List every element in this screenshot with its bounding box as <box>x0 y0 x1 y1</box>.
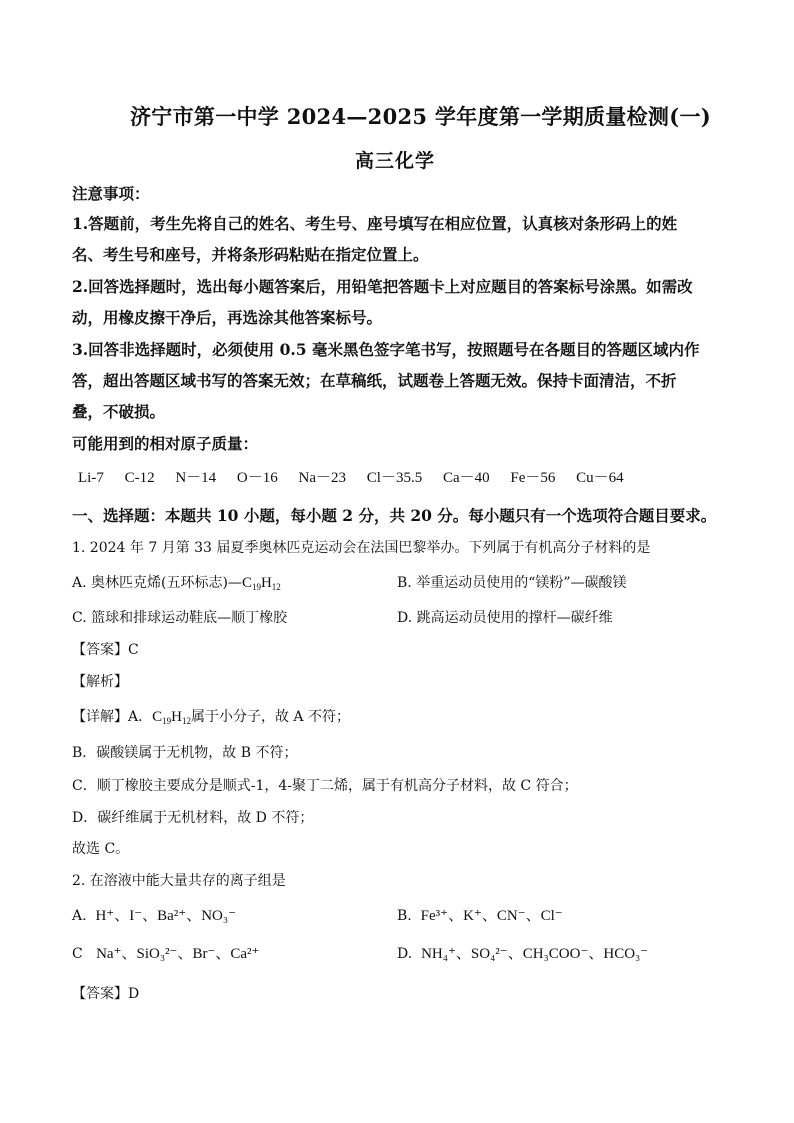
question-1-analysis-label: 【解析】 <box>72 674 128 690</box>
notes-heading: 注意事项： <box>72 184 150 203</box>
mass-o: O－16 <box>236 470 278 486</box>
mass-fe: Fe－56 <box>510 470 556 486</box>
question-2-option-a: A. H⁺、I⁻、Ba²⁺、NO₃⁻ <box>72 908 237 924</box>
question-1-answer: 【答案】C <box>72 642 139 658</box>
mass-cl: Cl－35.5 <box>366 470 423 486</box>
question-2-stem: 2. 在溶液中能大量共存的离子组是 <box>72 873 286 889</box>
note-2-line-2: 动，用橡皮擦干净后，再选涂其他答案标号。 <box>72 308 383 327</box>
mass-ca: Ca－40 <box>442 470 490 486</box>
question-1-detail-b: B．碳酸镁属于无机物，故 B 不符； <box>72 745 298 761</box>
note-1-line-2: 名、考生号和座号，并将条形码粘贴在指定位置上。 <box>72 245 429 264</box>
atomic-masses <box>78 466 641 487</box>
note-3-line-3: 叠，不破损。 <box>72 402 166 421</box>
question-2-option-d: D. NH₄⁺、SO₄²⁻、CH₃COO⁻、HCO₃⁻ <box>397 946 649 962</box>
ions-d: NH₄⁺、SO₄²⁻、CH₃COO⁻、HCO₃⁻ <box>421 946 649 962</box>
question-2-option-c: C Na⁺、SiO₃²⁻、Br⁻、Ca²⁺ <box>72 946 260 962</box>
question-1-detail-d: D．碳纤维属于无机材料，故 D 不符； <box>72 810 314 826</box>
question-1-option-b: B. 举重运动员使用的“镁粉”—碳酸镁 <box>397 575 627 591</box>
mass-n: N－14 <box>175 470 217 486</box>
note-3-line-1: 3.回答非选择题时，必须使用 0.5 毫米黑色签字笔书写，按照题号在各题目的答题区域内作 <box>72 340 700 359</box>
formula-c19h12-detail: $C_{19}H_{12}$ <box>152 709 191 726</box>
ions-b: Fe³⁺、K⁺、CN⁻、Cl⁻ <box>420 908 563 924</box>
section-heading: 一、选择题：本题共 10 小题，每小题 2 分，共 20 分。每小题只有一个选项符合题目要求。 <box>72 506 717 525</box>
question-2-option-b: B. Fe³⁺、K⁺、CN⁻、Cl⁻ <box>397 908 563 924</box>
question-1-detail-c: C．顺丁橡胶主要成分是顺式-1，4-聚丁二烯，属于有机高分子材料，故 C 符合； <box>72 778 578 794</box>
question-2-answer: 【答案】D <box>72 986 140 1002</box>
note-2-line-1: 2.回答选择题时，选出每小题答案后，用铅笔把答题卡上对应题目的答案标号涂黑。如需改 <box>72 277 693 296</box>
mass-li: Li-7 <box>78 470 104 486</box>
masses-heading: 可能用到的相对原子质量： <box>72 434 259 453</box>
page-subtitle: 高三化学 <box>355 150 436 172</box>
formula-c19h12: $C_{19}H_{12}$ <box>241 575 281 592</box>
question-1-stem: 1. 2024 年 7 月第 33 届夏季奥林匹克运动会在法国巴黎举办。下列属于有机高分子材料的是 <box>72 540 651 556</box>
question-1-conclusion: 故选 C。 <box>72 841 130 857</box>
question-1-detail-a: 【详解】A．$C_{19}H_{12}$属于小分子，故 A 不符； <box>72 709 350 726</box>
note-3-line-2: 答，超出答题区域书写的答案无效；在草稿纸，试题卷上答题无效。保持卡面清洁，不折 <box>72 371 677 390</box>
question-1-option-d: D. 跳高运动员使用的撑杆—碳纤维 <box>397 610 613 626</box>
mass-na: Na－23 <box>298 470 347 486</box>
question-1-option-c: C. 篮球和排球运动鞋底—顺丁橡胶 <box>72 610 288 626</box>
note-1-line-1: 1.答题前，考生先将自己的姓名、考生号、座号填写在相应位置，认真核对条形码上的姓 <box>72 214 678 233</box>
mass-cu: Cu－64 <box>576 470 624 486</box>
ions-c: Na⁺、SiO₃²⁻、Br⁻、Ca²⁺ <box>96 946 260 962</box>
page-title: 济宁市第一中学 2024—2025 学年度第一学期质量检测(一) <box>130 104 711 129</box>
mass-c: C-12 <box>124 470 155 486</box>
ions-a: H⁺、I⁻、Ba²⁺、NO₃⁻ <box>95 908 237 924</box>
question-1-option-a: A. 奥林匹克烯(五环标志)$—C_{19}H_{12}$ <box>72 575 281 592</box>
